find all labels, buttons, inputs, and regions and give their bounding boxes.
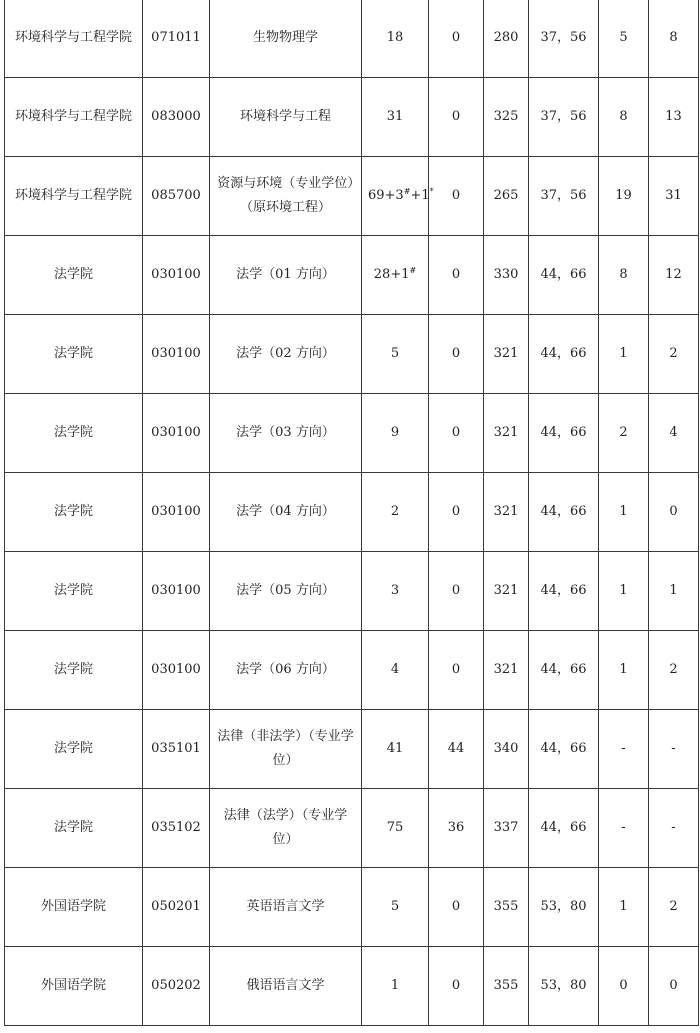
count-b-cell: 31 — [649, 157, 699, 236]
recommended-count-cell: 0 — [429, 0, 484, 78]
subject-score-line-cell: 53，80 — [529, 868, 599, 947]
recommended-count-cell: 0 — [429, 868, 484, 947]
major-name-cell: 英语语言文学 — [210, 868, 362, 947]
major-code-cell: 035102 — [143, 789, 210, 868]
total-score-line-cell: 340 — [484, 710, 529, 789]
total-score-line-cell: 265 — [484, 157, 529, 236]
major-name-cell: 法律（法学）（专业学位） — [210, 789, 362, 868]
count-b-cell: - — [649, 710, 699, 789]
plan-count-value: 75 — [386, 820, 404, 835]
college-cell: 环境科学与工程学院 — [5, 78, 143, 157]
plan-count-value: 2 — [390, 504, 400, 519]
subject-score-line-cell: 44，66 — [529, 789, 599, 868]
count-b-cell: 2 — [649, 631, 699, 710]
college-cell: 法学院 — [5, 394, 143, 473]
major-name-cell: 资源与环境（专业学位）（原环境工程） — [210, 157, 362, 236]
count-b-cell: 0 — [649, 473, 699, 552]
recommended-count-cell: 0 — [429, 315, 484, 394]
count-b-cell: 0 — [649, 947, 699, 1026]
total-score-line-cell: 321 — [484, 473, 529, 552]
count-a-cell: 1 — [599, 473, 649, 552]
plan-footnote-mark: # — [409, 266, 417, 275]
plan-count-value: 1 — [390, 978, 400, 993]
subject-score-line-cell: 37，56 — [529, 157, 599, 236]
recommended-count-cell: 0 — [429, 157, 484, 236]
college-cell: 外国语学院 — [5, 947, 143, 1026]
count-b-cell: 12 — [649, 236, 699, 315]
plan-footnote-mark: # — [403, 187, 411, 196]
subject-score-line-cell: 37，56 — [529, 0, 599, 78]
plan-count-cell — [362, 315, 429, 394]
plan-count-cell — [362, 710, 429, 789]
table-row — [5, 631, 699, 710]
major-name-cell: 法学（04 方向） — [210, 473, 362, 552]
recommended-count-cell: 0 — [429, 236, 484, 315]
table-row — [5, 868, 699, 947]
plan-count-cell — [362, 552, 429, 631]
subject-score-line-cell: 44，66 — [529, 631, 599, 710]
count-a-cell: 8 — [599, 236, 649, 315]
major-code-cell: 030100 — [143, 473, 210, 552]
college-cell: 法学院 — [5, 473, 143, 552]
major-name-cell: 俄语语言文学 — [210, 947, 362, 1026]
count-b-cell: 13 — [649, 78, 699, 157]
table-row — [5, 710, 699, 789]
count-a-cell: 1 — [599, 868, 649, 947]
total-score-line-cell: 330 — [484, 236, 529, 315]
plan-count-value: 18 — [386, 30, 404, 45]
recommended-count-cell: 0 — [429, 947, 484, 1026]
total-score-line-cell: 321 — [484, 552, 529, 631]
college-cell: 环境科学与工程学院 — [5, 0, 143, 78]
college-cell: 法学院 — [5, 552, 143, 631]
total-score-line-cell: 280 — [484, 0, 529, 78]
recommended-count-cell: 0 — [429, 631, 484, 710]
plan-count-extra: +1 — [410, 188, 430, 203]
count-a-cell: 8 — [599, 78, 649, 157]
table-row — [5, 157, 699, 236]
plan-count-cell — [362, 157, 434, 236]
college-cell: 环境科学与工程学院 — [5, 157, 143, 236]
subject-score-line-cell: 44，66 — [529, 236, 599, 315]
subject-score-line-cell: 44，66 — [529, 394, 599, 473]
college-cell: 法学院 — [5, 315, 143, 394]
total-score-line-cell: 321 — [484, 631, 529, 710]
plan-count-value: 31 — [386, 109, 404, 124]
recommended-count-cell: 36 — [429, 789, 484, 868]
total-score-line-cell: 355 — [484, 947, 529, 1026]
major-code-cell: 030100 — [143, 394, 210, 473]
major-code-cell: 030100 — [143, 236, 210, 315]
plan-count-value: 69+3 — [368, 188, 404, 203]
table-row — [5, 78, 699, 157]
count-b-cell: - — [649, 789, 699, 868]
plan-count-cell — [362, 394, 429, 473]
table-row — [5, 947, 699, 1026]
recommended-count-cell: 0 — [429, 473, 484, 552]
major-name-cell: 环境科学与工程 — [210, 78, 362, 157]
total-score-line-cell: 325 — [484, 78, 529, 157]
major-code-cell: 083000 — [143, 78, 210, 157]
admission-table — [4, 0, 699, 1026]
plan-count-cell — [362, 78, 429, 157]
table-row — [5, 789, 699, 868]
count-a-cell: 1 — [599, 315, 649, 394]
recommended-count-cell: 44 — [429, 710, 484, 789]
major-code-cell: 030100 — [143, 315, 210, 394]
major-code-cell: 030100 — [143, 552, 210, 631]
plan-count-cell — [362, 868, 429, 947]
count-a-cell: 1 — [599, 631, 649, 710]
major-name-cell: 法律（非法学）（专业学位） — [210, 710, 362, 789]
plan-count-value: 9 — [390, 425, 400, 440]
count-b-cell: 1 — [649, 552, 699, 631]
plan-count-value: 5 — [390, 346, 400, 361]
count-b-cell: 8 — [649, 0, 699, 78]
table-row — [5, 394, 699, 473]
total-score-line-cell: 355 — [484, 868, 529, 947]
table-row — [5, 0, 699, 78]
plan-count-value: 5 — [390, 899, 400, 914]
recommended-count-cell: 0 — [429, 394, 484, 473]
count-b-cell: 4 — [649, 394, 699, 473]
subject-score-line-cell: 44，66 — [529, 710, 599, 789]
total-score-line-cell: 337 — [484, 789, 529, 868]
count-a-cell: 2 — [599, 394, 649, 473]
count-b-cell: 2 — [649, 315, 699, 394]
plan-count-cell — [362, 947, 429, 1026]
subject-score-line-cell: 44，66 — [529, 552, 599, 631]
count-a-cell: - — [599, 789, 649, 868]
plan-count-cell — [362, 473, 429, 552]
recommended-count-cell: 0 — [429, 552, 484, 631]
plan-count-cell — [362, 631, 429, 710]
plan-count-cell — [362, 0, 429, 78]
plan-count-value: 28+1 — [373, 267, 410, 282]
count-a-cell: 5 — [599, 0, 649, 78]
count-a-cell: 1 — [599, 552, 649, 631]
plan-count-value: 3 — [390, 583, 400, 598]
plan-footnote-mark: * — [429, 187, 434, 196]
college-cell: 外国语学院 — [5, 868, 143, 947]
table-body — [5, 0, 699, 1026]
major-name-cell: 法学（05 方向） — [210, 552, 362, 631]
count-a-cell: - — [599, 710, 649, 789]
total-score-line-cell: 321 — [484, 394, 529, 473]
major-code-cell: 030100 — [143, 631, 210, 710]
plan-count-cell — [362, 236, 429, 315]
count-b-cell: 2 — [649, 868, 699, 947]
major-code-cell: 085700 — [143, 157, 210, 236]
count-a-cell: 19 — [599, 157, 649, 236]
plan-count-value: 4 — [390, 662, 400, 677]
college-cell: 法学院 — [5, 710, 143, 789]
subject-score-line-cell: 37，56 — [529, 78, 599, 157]
table-row — [5, 552, 699, 631]
major-name-cell: 法学（03 方向） — [210, 394, 362, 473]
college-cell: 法学院 — [5, 236, 143, 315]
table-row — [5, 236, 699, 315]
major-code-cell: 071011 — [143, 0, 210, 78]
table-row — [5, 473, 699, 552]
major-name-cell: 法学（02 方向） — [210, 315, 362, 394]
major-name-cell: 法学（01 方向） — [210, 236, 362, 315]
major-name-cell: 法学（06 方向） — [210, 631, 362, 710]
college-cell: 法学院 — [5, 631, 143, 710]
major-name-cell: 生物物理学 — [210, 0, 362, 78]
major-code-cell: 035101 — [143, 710, 210, 789]
count-a-cell: 0 — [599, 947, 649, 1026]
recommended-count-cell: 0 — [429, 78, 484, 157]
major-code-cell: 050201 — [143, 868, 210, 947]
college-cell: 法学院 — [5, 789, 143, 868]
total-score-line-cell: 321 — [484, 315, 529, 394]
table-row — [5, 315, 699, 394]
subject-score-line-cell: 44，66 — [529, 473, 599, 552]
plan-count-value: 41 — [386, 741, 404, 756]
subject-score-line-cell: 53，80 — [529, 947, 599, 1026]
plan-count-cell — [362, 789, 429, 868]
major-code-cell: 050202 — [143, 947, 210, 1026]
subject-score-line-cell: 44，66 — [529, 315, 599, 394]
